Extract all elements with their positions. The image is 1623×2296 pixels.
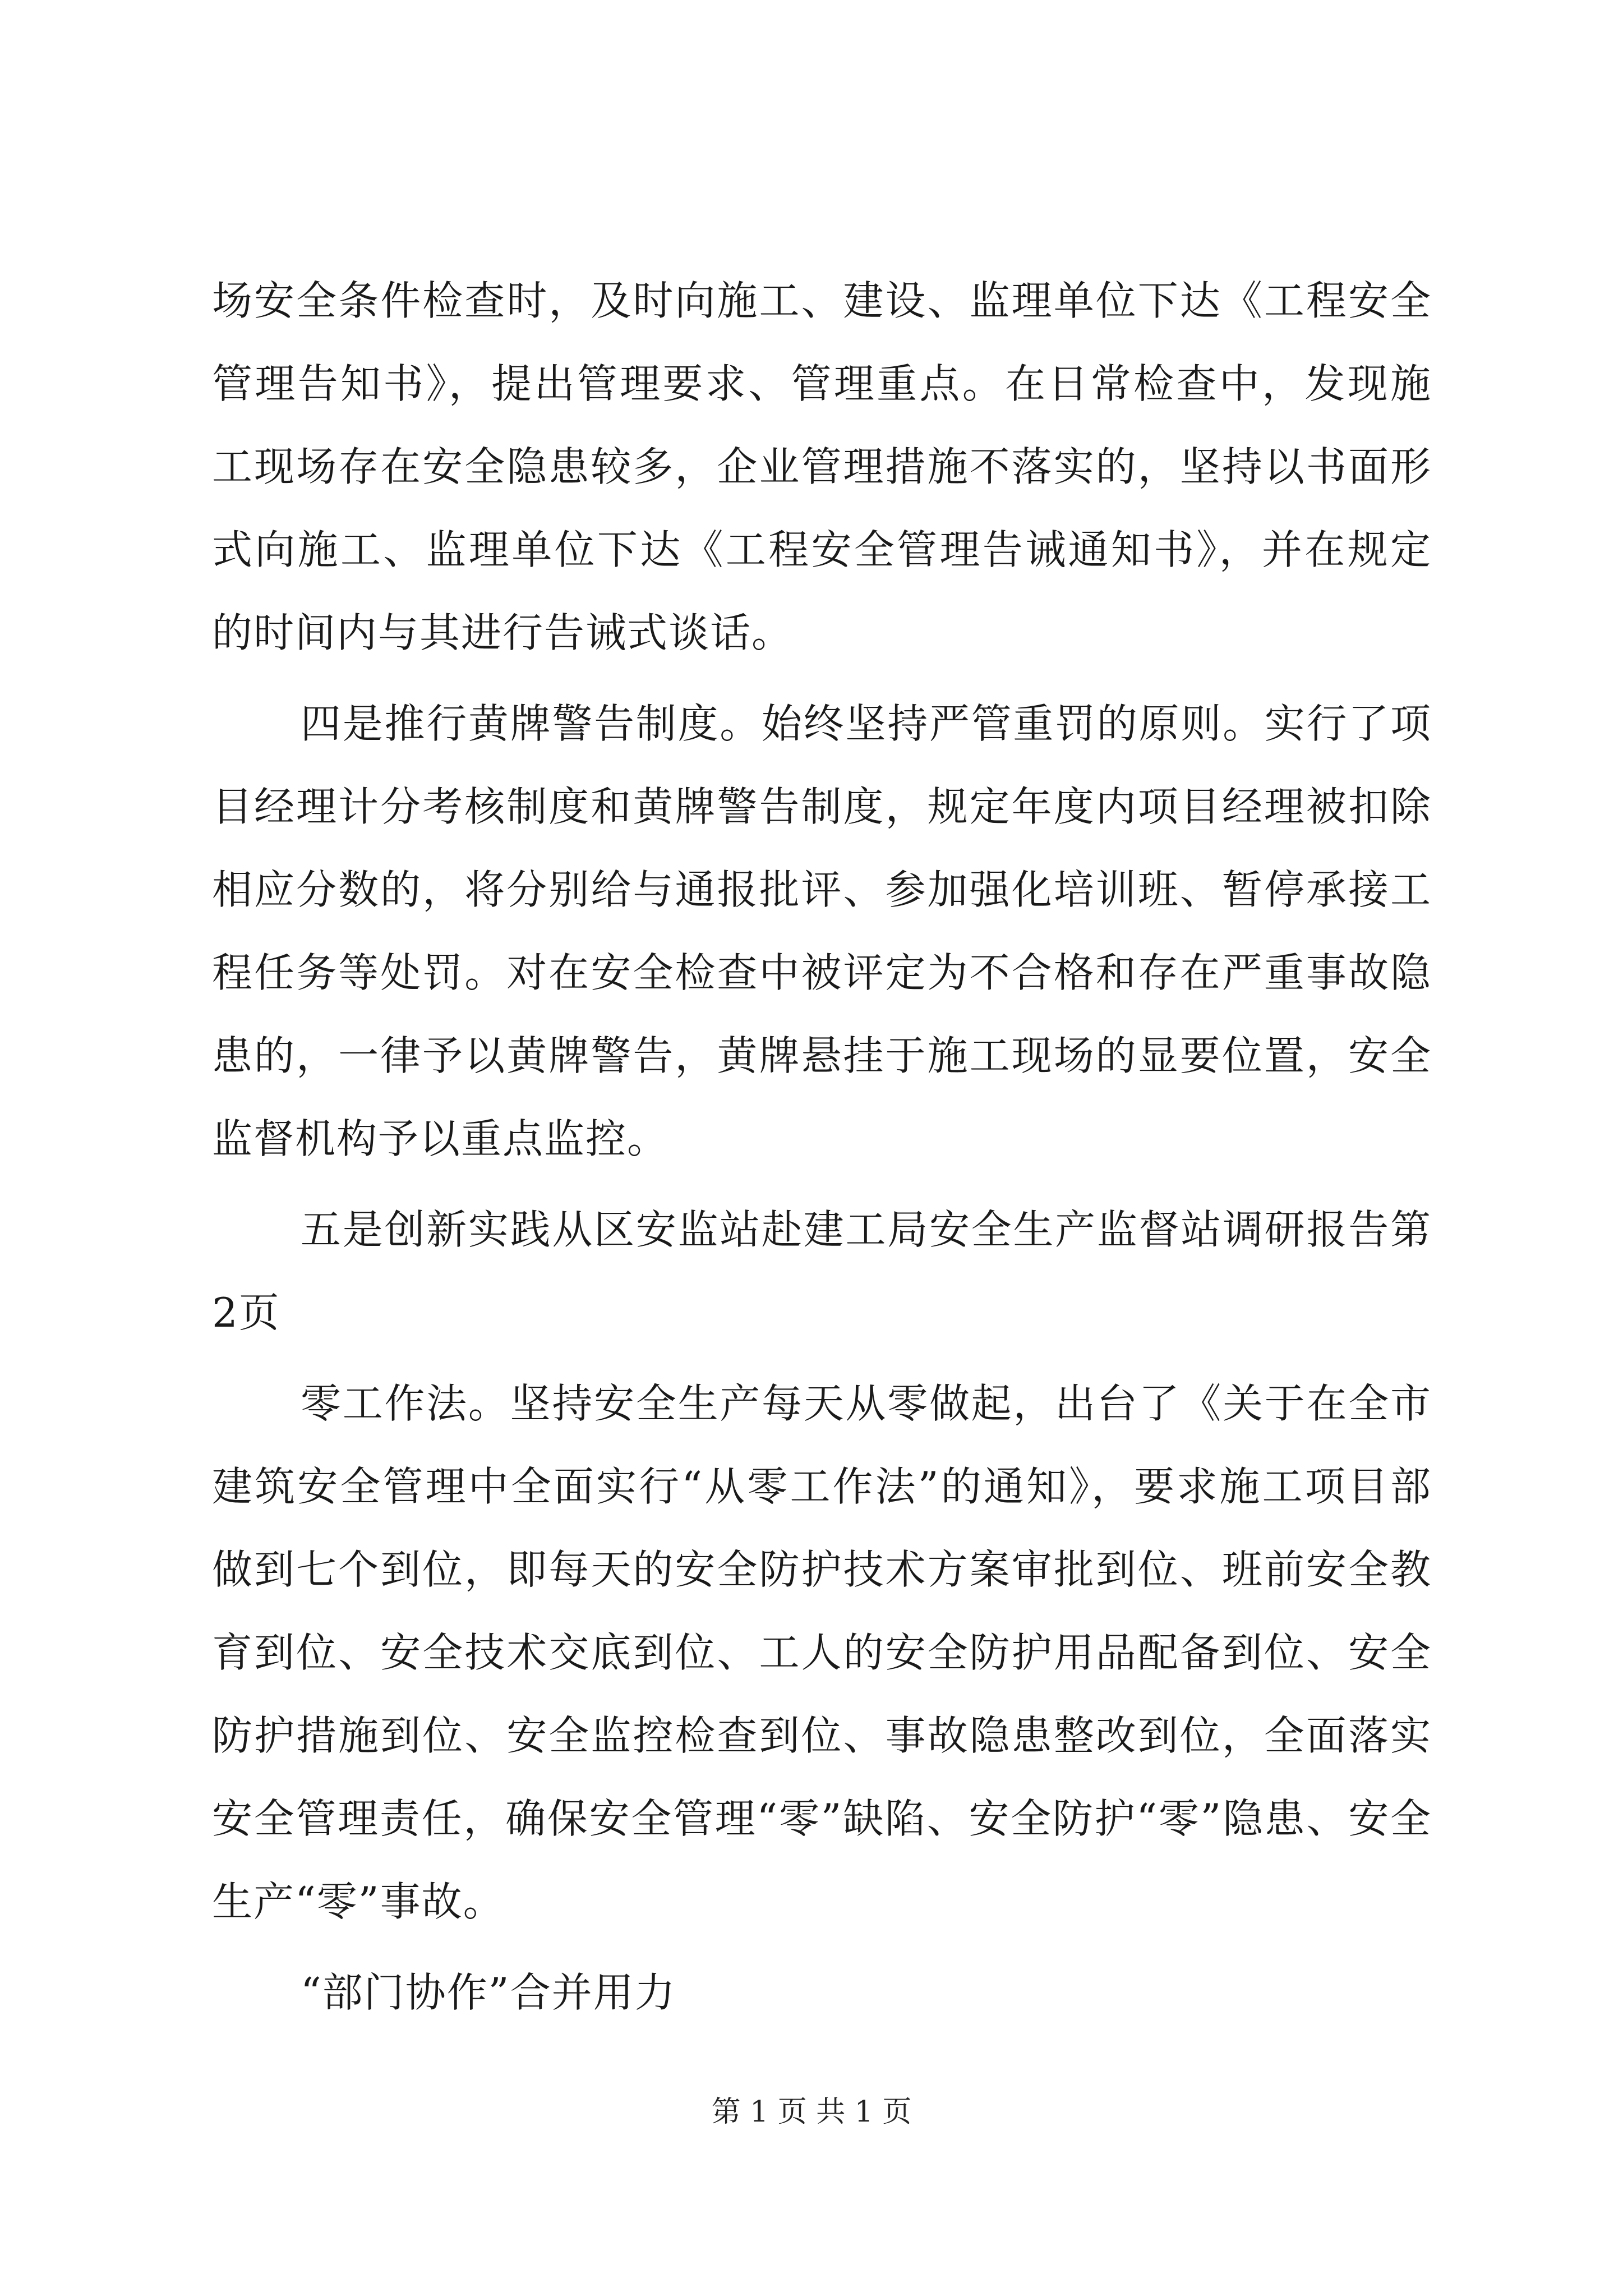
document-body: [212, 259, 1432, 2034]
paragraph-innovation-practice: 五是创新实践从区安监站赴建工局安全生产监督站调研报告第2页: [212, 1206, 1432, 1336]
page-footer: 第 1 页 共 1 页: [711, 2095, 912, 2129]
paragraph-continuation: 场安全条件检查时，及时向施工、建设、监理单位下达《工程安全管理告知书》，提出管理要求、管理重点。在日常检查中，发现施工现场存在安全隐患较多，企业管理措施不落实的，坚持以书面形式向施工、监理单位下达《工程安全管理告诫通知书》，并在规定的时间内与其进行告诫式谈话。: [212, 277, 1432, 656]
paragraph-zero-work-method: 零工作法。坚持安全生产每天从零做起，出台了《关于在全市建筑安全管理中全面实行“从零工作法”的通知》，要求施工项目部做到七个到位，即每天的安全防护技术方案审批到位、班前安全教育到位、安全技术交底到位、工人的安全防护用品配备到位、安全防护措施到位、安全监控检查到位、事故隐患整改到位，全面落实安全管理责任，确保安全管理“零”缺陷、安全防护“零”隐患、安全生产“零”事故。: [212, 1380, 1432, 1925]
paragraph-yellow-card-system: 四是推行黄牌警告制度。始终坚持严管重罚的原则。实行了项目经理计分考核制度和黄牌警告制度，规定年度内项目经理被扣除相应分数的，将分别给与通报批评、参加强化培训班、暂停承接工程任务等处罚。对在安全检查中被评定为不合格和存在严重事故隐患的，一律予以黄牌警告，黄牌悬挂于施工现场的显要位置，安全监督机构予以重点监控。: [212, 700, 1432, 1162]
section-heading-department-cooperation: “部门协作”合并用力: [301, 1969, 676, 2016]
